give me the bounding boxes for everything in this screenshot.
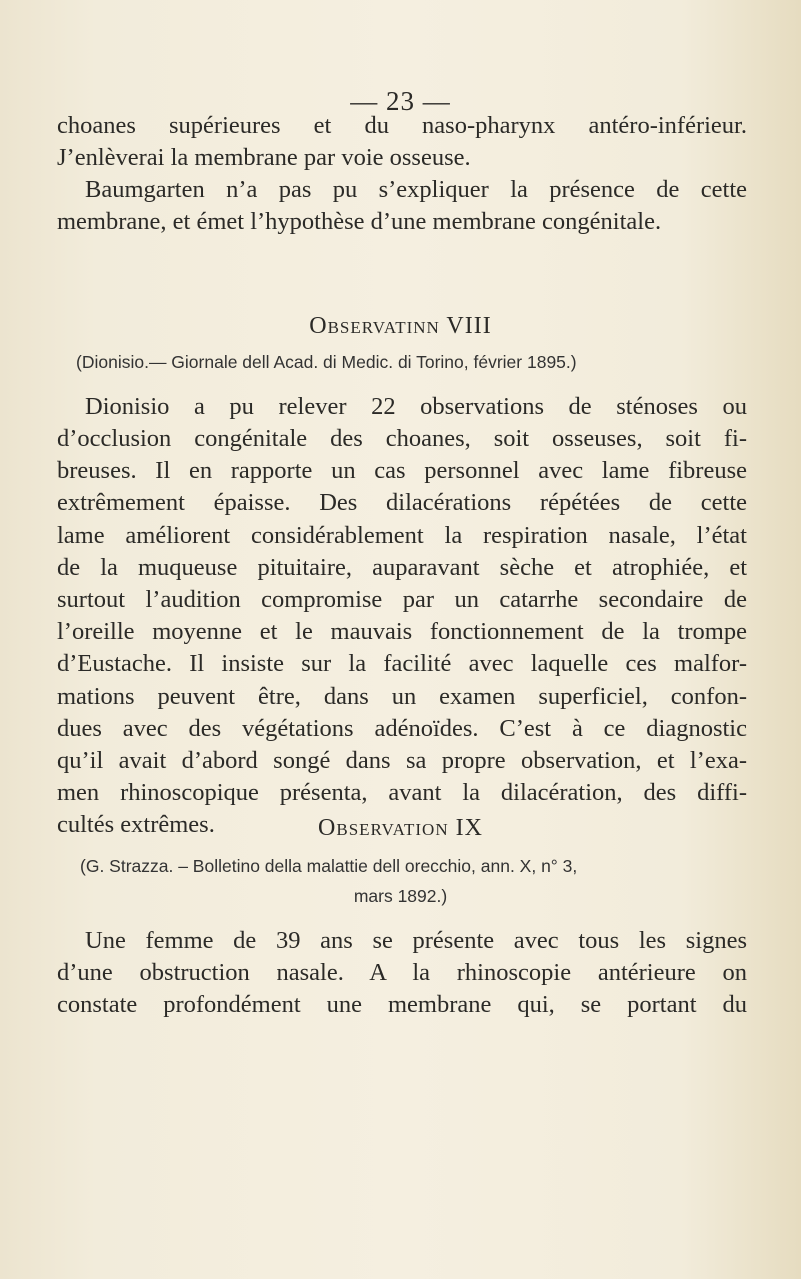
text-line: J’enlèverai la membrane par voie osseuse.: [57, 144, 471, 171]
text-line: d’occlusion congénitale des choanes, soit osseuses, soit fi-: [57, 425, 747, 452]
observation-8-first-line: [57, 391, 747, 423]
text-line: mations peuvent être, dans un examen superficiel, confon-: [57, 682, 747, 710]
observation-9-citation-line-2: mars 1892.): [353, 886, 448, 906]
text-line: cultés extrêmes.: [57, 811, 215, 839]
text-line: l’oreille moyenne et le mauvais fonctionnement de la trompe: [57, 618, 747, 646]
text-line: constate profondément une membrane qui, se portant du: [57, 991, 747, 1018]
text-line: de la muqueuse pituitaire, auparavant sèche et atrophiée, et: [57, 553, 747, 581]
observation-8-heading: Observatinn VIII: [309, 313, 492, 339]
observation-8-citation: (Dionisio.— Giornale dell Acad. di Medic. di Torino, février 1895.): [76, 352, 577, 372]
text-line: Baumgarten n’a pas pu s’expliquer la présence de cette: [85, 176, 747, 203]
text-line: men rhinoscopique présenta, avant la dilacération, des diffi-: [57, 779, 747, 807]
text-line: extrêmement épaisse. Des dilacérations répétées de cette: [57, 489, 747, 517]
observation-8-body: [57, 423, 747, 842]
text-line: Une femme de 39 ans se présente avec tous les signes: [85, 927, 747, 954]
text-line: membrane, et émet l’hypothèse d’une membrane congénitale.: [57, 208, 662, 235]
text-line: qu’il avait d’abord songé dans sa propre observation, et l’exa-: [57, 747, 747, 775]
text-line: choanes supérieures et du naso-pharynx antéro-inférieur.: [57, 112, 747, 139]
paragraph-1: [57, 110, 747, 174]
text-line: lame améliorent considérablement la respiration nasale, l’état: [57, 521, 747, 549]
observation-9-citation-line-1: (G. Strazza. – Bolletino della malattie dell orecchio, ann. X, n° 3,: [80, 856, 578, 876]
observation-9-heading: Observation IX: [318, 815, 483, 841]
text-line: Dionisio a pu relever 22 observations de sténoses ou: [85, 393, 747, 420]
paragraph-2-cont: [57, 206, 747, 238]
text-line: d’Eustache. Il insiste sur la facilité avec laquelle ces malfor-: [57, 650, 747, 678]
paragraph-2: [57, 174, 747, 206]
text-line: dues avec des végétations adénoïdes. C’est à ce diagnostic: [57, 714, 747, 742]
text-line: breuses. Il en rapporte un cas personnel avec lame fibreuse: [57, 457, 747, 485]
text-line: d’une obstruction nasale. A la rhinoscopie antérieure on: [57, 959, 747, 986]
page-number: — 23 —: [350, 86, 451, 116]
text-line: surtout l’audition compromise par un catarrhe secondaire de: [57, 586, 747, 614]
observation-9-first-line: [57, 925, 747, 957]
observation-9-body: [57, 957, 747, 1021]
